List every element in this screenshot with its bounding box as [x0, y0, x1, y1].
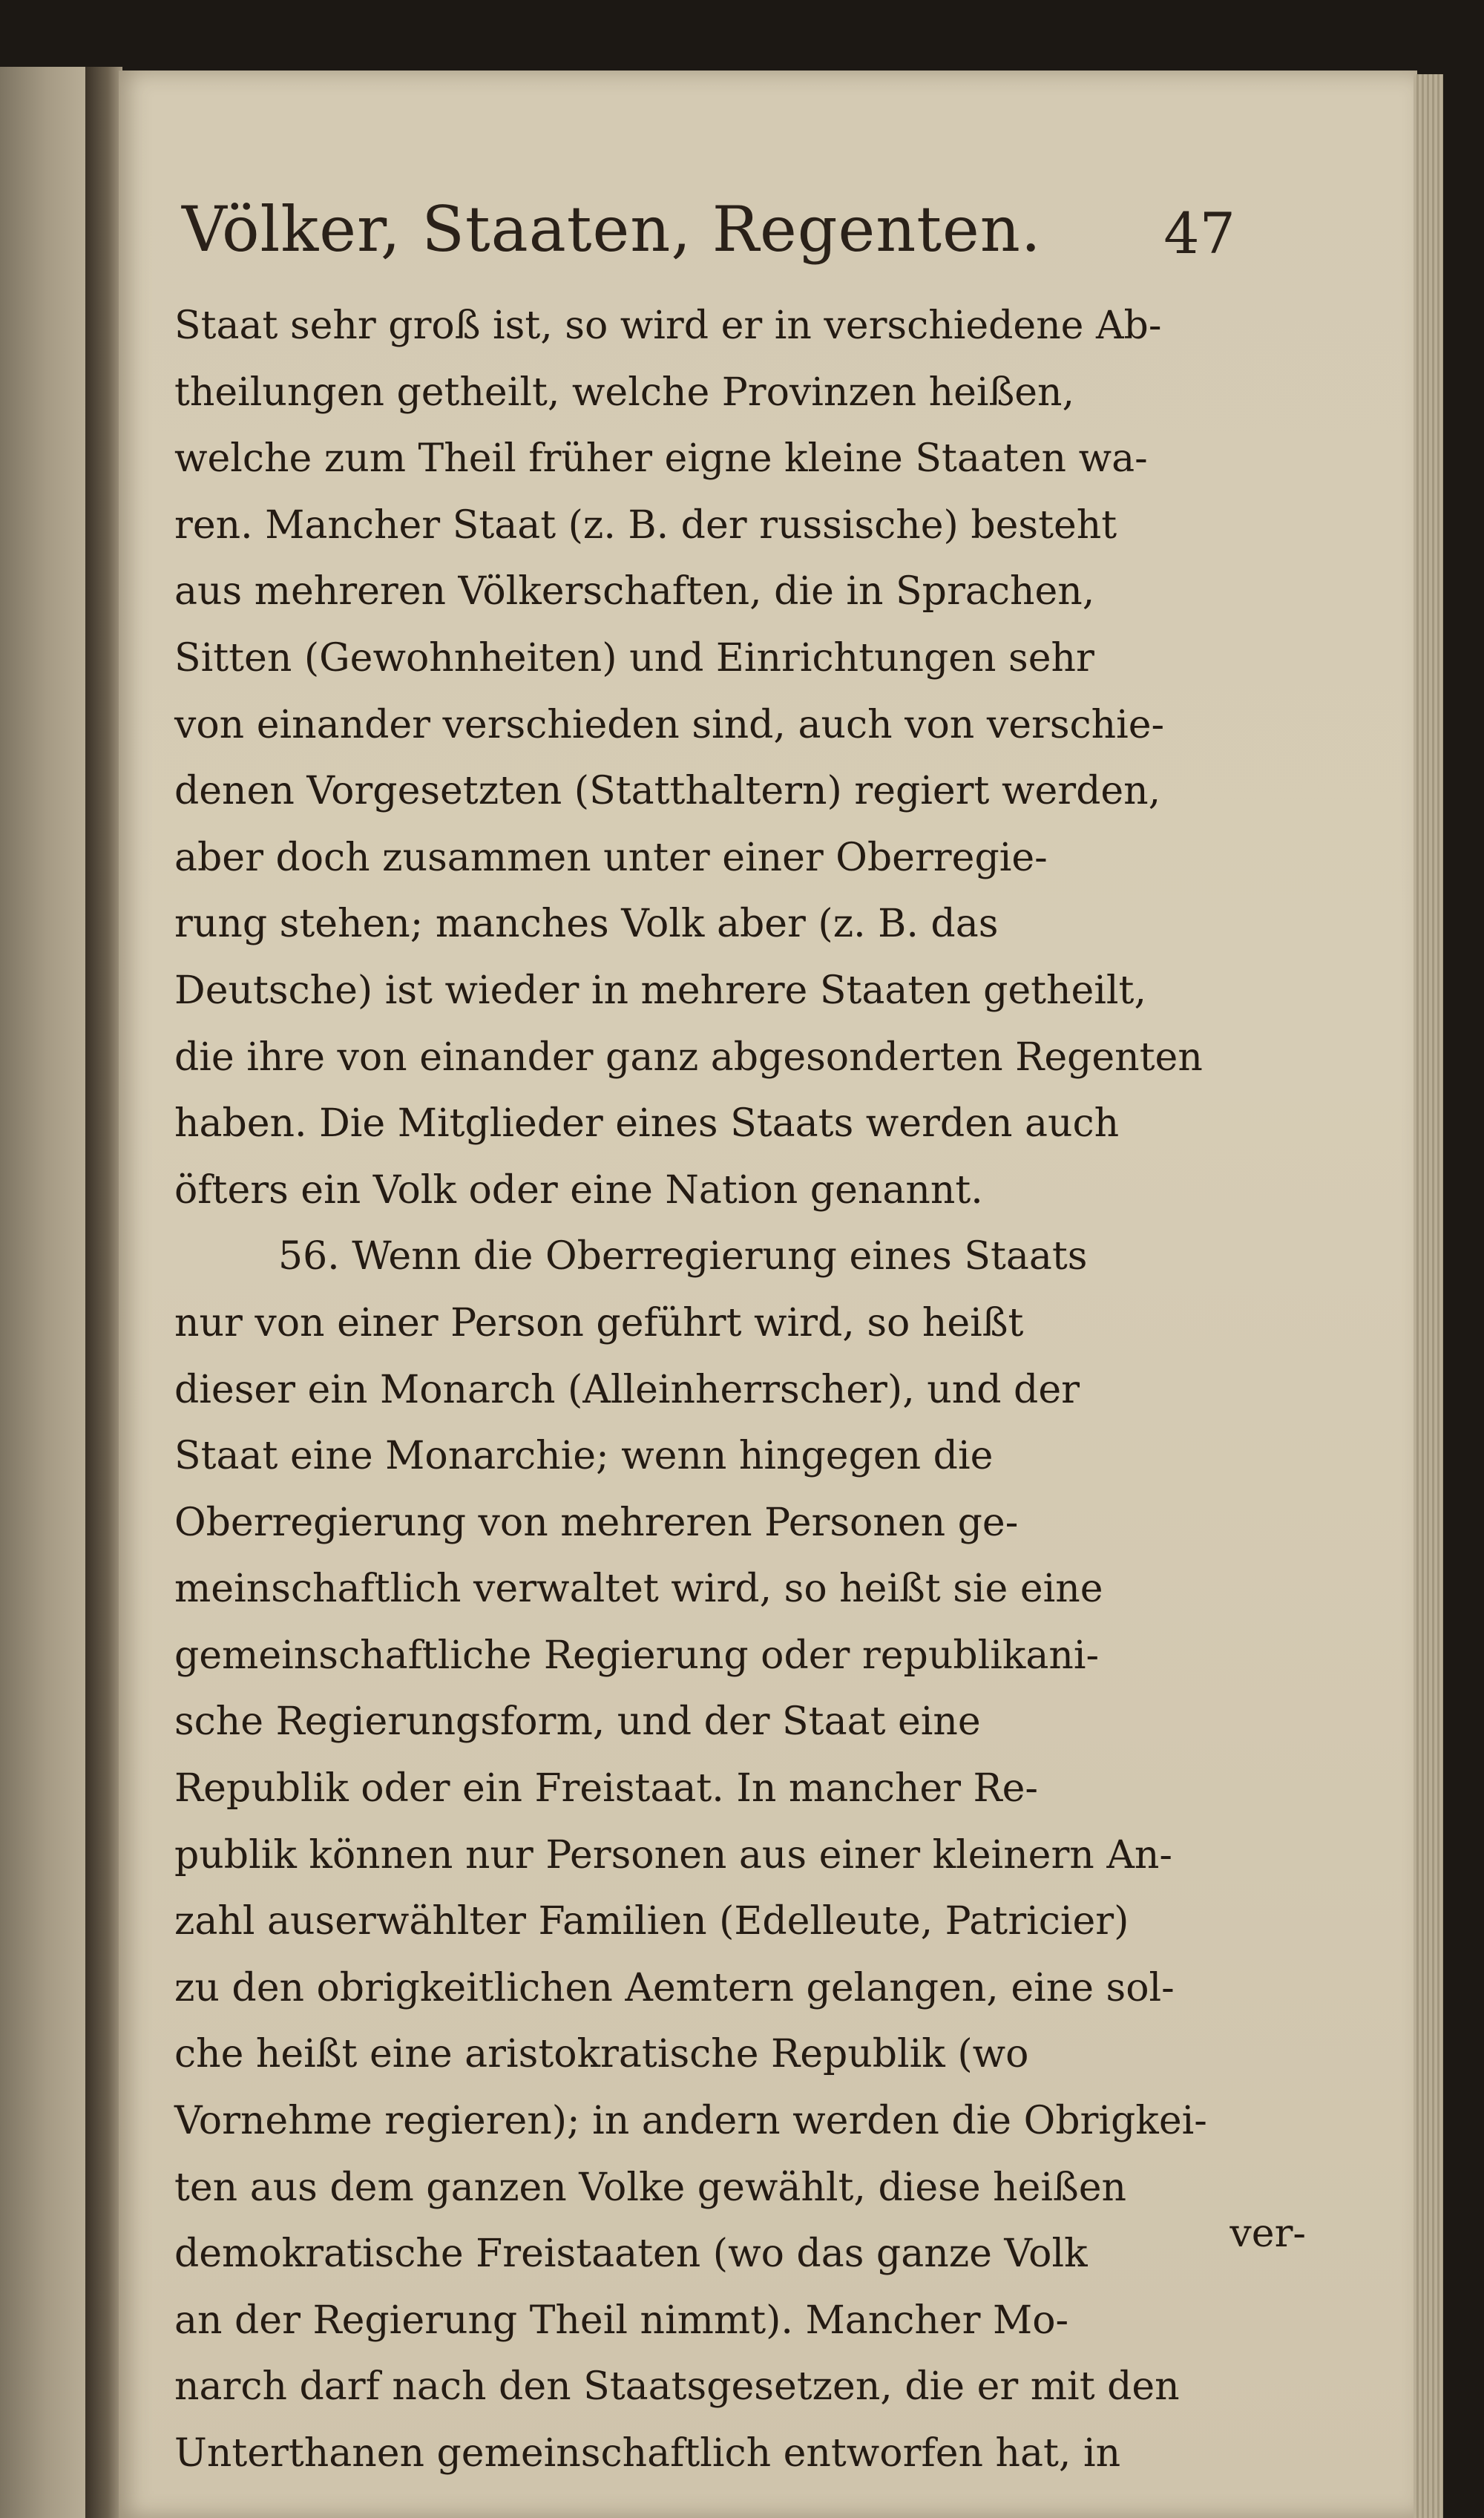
text-line: Oberregierung von mehreren Personen ge-	[174, 1500, 1019, 1545]
text-line: zu den obrigkeitlichen Aemtern gelangen, eine sol-	[174, 1965, 1175, 2010]
text-line: aus mehreren Völkerschaften, die in Sprachen,	[174, 569, 1095, 614]
text-line: narch darf nach den Staatsgesetzen, die er mit den	[174, 2364, 1180, 2410]
text-line: aber doch zusammen unter einer Oberregie-	[174, 835, 1048, 880]
text-line: von einander verschieden sind, auch von verschie-	[174, 702, 1165, 747]
text-line: sche Regierungsform, und der Staat eine	[174, 1699, 981, 1745]
book-gutter	[85, 67, 122, 2518]
text-line: dieser ein Monarch (Alleinherrscher), und der	[174, 1367, 1080, 1412]
page-block-edge	[1414, 74, 1443, 2518]
text-line: publik können nur Personen aus einer kleinern An-	[174, 1832, 1172, 1878]
text-line: die ihre von einander ganz abgesonderten Regenten	[174, 1035, 1203, 1080]
text-line: Deutsche) ist wieder in mehrere Staaten getheilt,	[174, 968, 1146, 1013]
text-line: rung stehen; manches Volk aber (z. B. das	[174, 902, 999, 947]
text-line: Staat sehr groß ist, so wird er in verschiedene Ab-	[174, 304, 1162, 348]
text-line: Staat eine Monarchie; wenn hingegen die	[174, 1434, 994, 1479]
text-line: ten aus dem ganzen Volke gewählt, diese heißen	[174, 2165, 1127, 2210]
text-line: zahl auserwählter Familien (Edelleute, Patricier)	[174, 1899, 1129, 1944]
text-line: nur von einer Person geführt wird, so heißt	[174, 1300, 1024, 1345]
text-line: Unterthanen gemeinschaftlich entworfen hat, in	[174, 2431, 1121, 2476]
text-line: Sitten (Gewohnheiten) und Einrichtungen sehr	[174, 635, 1094, 681]
text-line: meinschaftlich verwaltet wird, so heißt sie eine	[174, 1567, 1103, 1612]
text-line: haben. Die Mitglieder eines Staats werden auch	[174, 1101, 1120, 1147]
text-line: Vornehme regieren); in andern werden die Obrigkei-	[174, 2099, 1207, 2144]
text-line: öfters ein Volk oder eine Nation genannt.	[174, 1167, 983, 1213]
body-text	[174, 293, 1213, 2488]
text-line: an der Regierung Theil nimmt). Mancher Mo-	[174, 2298, 1069, 2343]
text-line: denen Vorgesetzten (Statthaltern) regiert werden,	[174, 769, 1161, 814]
text-line: demokratische Freistaaten (wo das ganze Volk	[174, 2232, 1088, 2277]
text-line: ren. Mancher Staat (z. B. der russische) besteht	[174, 502, 1117, 548]
running-head: Völker, Staaten, Regenten.	[182, 193, 1042, 266]
previous-page-edge	[0, 67, 85, 2518]
text-line: gemeinschaftliche Regierung oder republikani-	[174, 1633, 1100, 1678]
page-header	[130, 93, 1265, 266]
catchword: ver-	[1229, 2212, 1306, 2256]
text-line: theilungen getheilt, welche Provinzen heißen,	[174, 370, 1075, 415]
text-line: Republik oder ein Freistaat. In mancher Re-	[174, 1766, 1038, 1812]
text-line: che heißt eine aristokratische Republik (wo	[174, 2032, 1029, 2077]
text-line: welche zum Theil früher eigne kleine Staaten wa-	[174, 436, 1148, 482]
page-number: 47	[1163, 200, 1235, 266]
paragraph-start-line: 56. Wenn die Oberregierung eines Staats	[278, 1234, 1088, 1279]
